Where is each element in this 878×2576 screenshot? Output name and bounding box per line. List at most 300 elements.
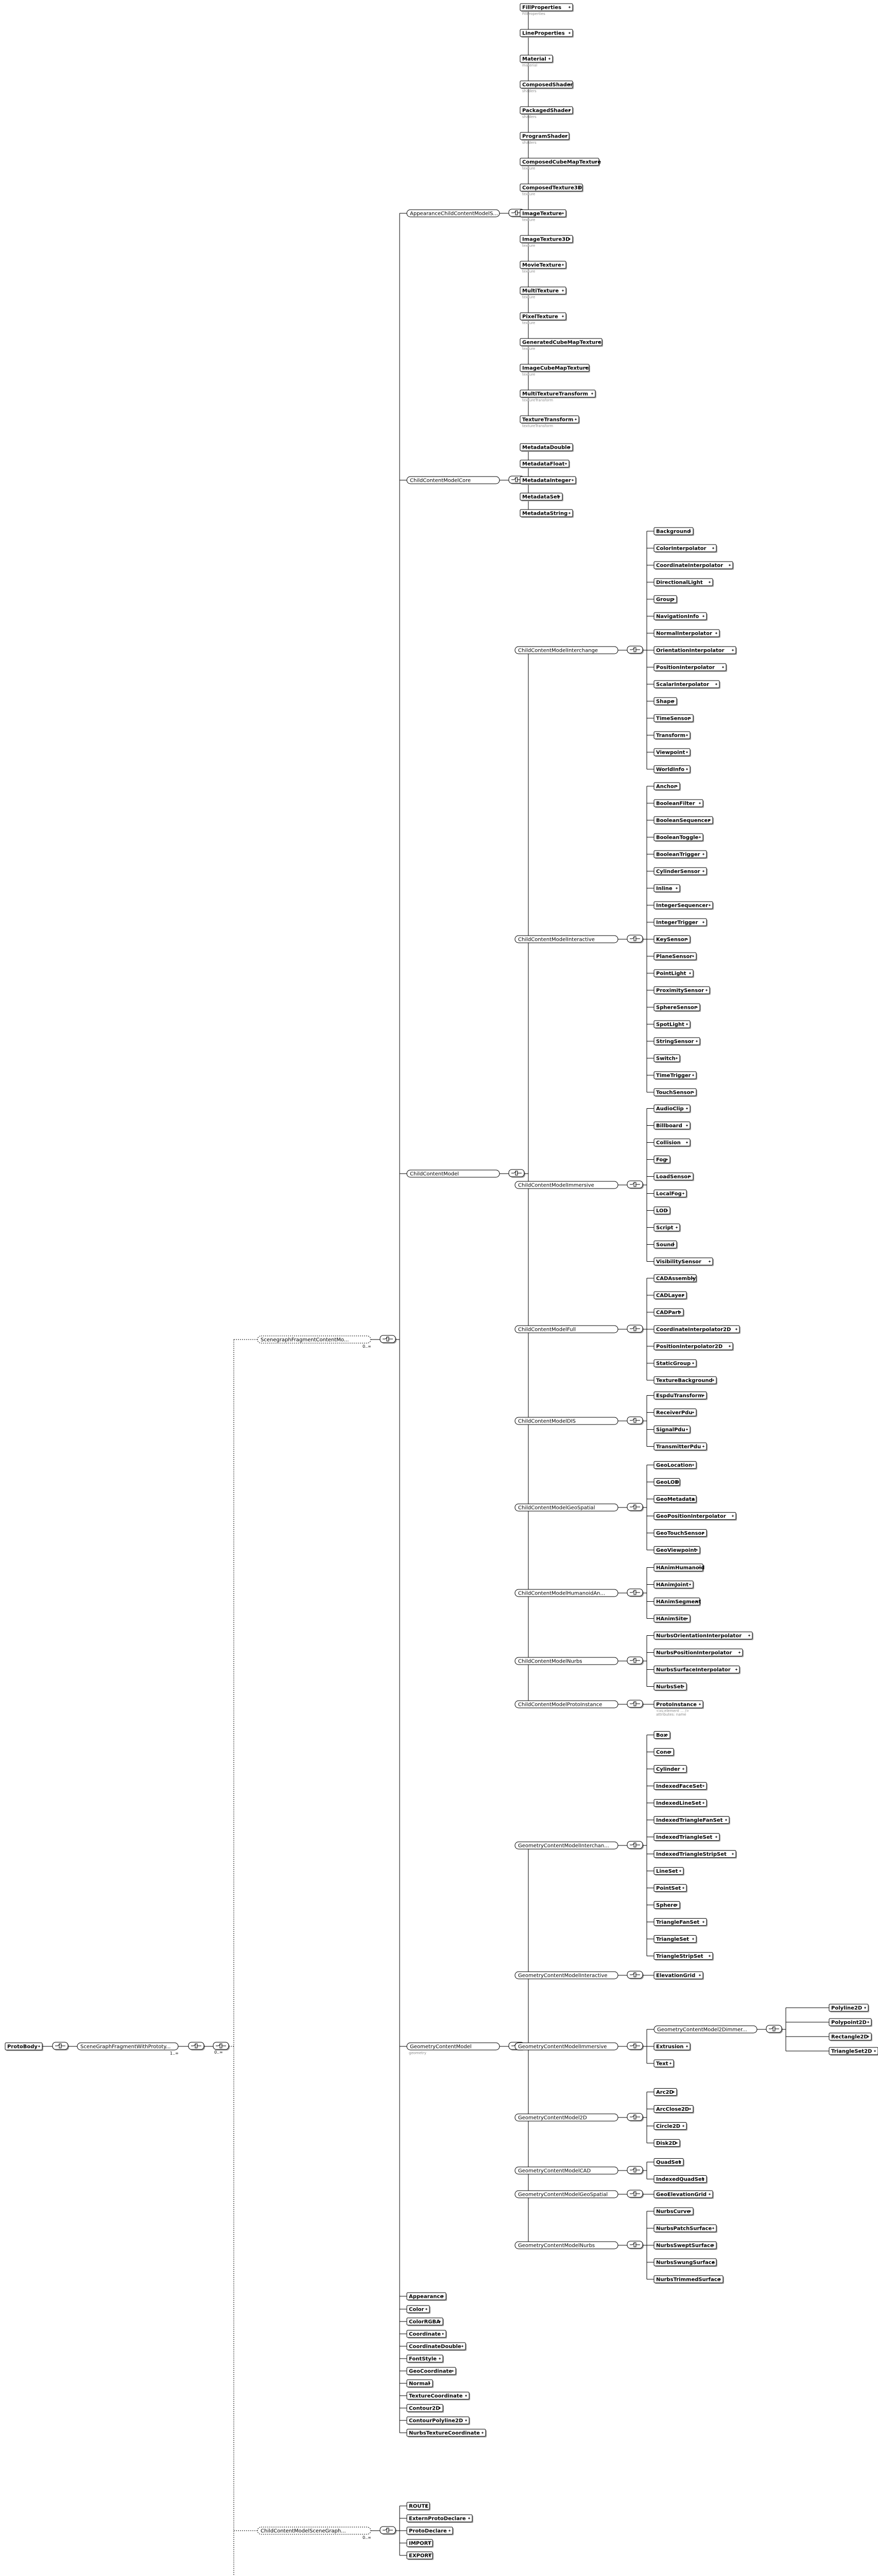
- compositor-box: [188, 2042, 204, 2049]
- element-annotation: FillProperties: [522, 12, 545, 16]
- element-hanimsite[interactable]: [654, 1615, 691, 1623]
- group-geometrycontentmodelgeospatial[interactable]: [515, 2191, 618, 2198]
- element-color[interactable]: [407, 2306, 431, 2314]
- sequence-compositor[interactable]: [188, 2042, 205, 2050]
- choice-compositor[interactable]: [627, 2042, 644, 2050]
- element-positioninterpolator[interactable]: [654, 664, 727, 672]
- element-appearance[interactable]: [407, 2293, 447, 2301]
- group-childcontentmodelcore[interactable]: [407, 477, 500, 484]
- element-label: GeneratedCubeMapTexture: [522, 340, 601, 346]
- element-protoinstance[interactable]: [654, 1701, 704, 1717]
- element-label: GeoTouchSensor: [656, 1531, 704, 1536]
- element-label: IntegerTrigger: [656, 920, 698, 926]
- element-annotation: textureTransform: [522, 424, 554, 428]
- element-coordinateinterpolator2d[interactable]: [654, 1326, 741, 1334]
- choice-compositor[interactable]: [380, 1335, 397, 1344]
- element-label: Contour2D: [409, 2405, 440, 2412]
- element-label: BooleanTrigger: [656, 852, 700, 858]
- element-label: GeoLOD: [656, 1480, 679, 1485]
- element-label: SphereSensor: [656, 1005, 697, 1011]
- element-label: IndexedTriangleSet: [656, 1835, 713, 1840]
- element-label: ComposedTexture3D: [522, 185, 582, 191]
- element-indexedtriangleset[interactable]: [654, 1834, 720, 1842]
- element-metadatadouble[interactable]: [520, 444, 574, 452]
- sequence-compositor[interactable]: [53, 2042, 69, 2050]
- choice-compositor[interactable]: [627, 1841, 644, 1850]
- group-geometrycontentmodel2d[interactable]: [515, 2114, 618, 2121]
- element-pointset[interactable]: [654, 1885, 687, 1893]
- group-childcontentmodelhumanoidan[interactable]: [515, 1589, 618, 1597]
- element-geolod[interactable]: [654, 1479, 681, 1487]
- choice-compositor[interactable]: [627, 2113, 644, 2122]
- element-planesensor[interactable]: [654, 953, 697, 961]
- choice-compositor[interactable]: [627, 935, 644, 943]
- element-quadset[interactable]: [654, 2159, 684, 2167]
- group-label: GeometryContentModelInterchan...: [518, 1843, 609, 1849]
- group-label: GeometryContentModel: [410, 2044, 472, 2050]
- element-label: LineSet: [656, 1869, 678, 1874]
- choice-compositor[interactable]: [766, 2025, 783, 2033]
- element-label: CADAssembly: [656, 1276, 696, 1282]
- element-polypoint2d[interactable]: [829, 2019, 872, 2027]
- element-material[interactable]: [520, 55, 554, 67]
- group-label: GeometryContentModel2Dimmer...: [657, 2027, 747, 2033]
- element-disk2d[interactable]: [654, 2140, 681, 2148]
- element-billboard[interactable]: [654, 1122, 691, 1130]
- element-texturebackground[interactable]: [654, 1377, 717, 1385]
- element-label: NurbsPatchSurface: [656, 2226, 712, 2232]
- element-collision[interactable]: [654, 1139, 691, 1147]
- element-trianglefanset[interactable]: [654, 1919, 708, 1927]
- element-contourpolyline2d[interactable]: [407, 2417, 470, 2425]
- group-annotation: geometry: [409, 2051, 426, 2055]
- choice-compositor[interactable]: [627, 1657, 644, 1665]
- element-label: EXPORT: [409, 2553, 432, 2559]
- element-label: FontStyle: [409, 2356, 437, 2362]
- element-fontstyle[interactable]: [407, 2355, 444, 2363]
- element-transmitterpdu[interactable]: [654, 1443, 708, 1451]
- element-programshader[interactable]: [520, 132, 570, 145]
- element-texturecoordinate[interactable]: [407, 2392, 470, 2400]
- element-keysensor[interactable]: [654, 936, 691, 944]
- element-nurbspositioninterpolator[interactable]: [654, 1649, 744, 1657]
- element-label: Text: [656, 2061, 668, 2067]
- element-rectangle2d[interactable]: [829, 2033, 872, 2041]
- element-geotouchsensor[interactable]: [654, 1530, 708, 1538]
- element-label: NurbsOrientationInterpolator: [656, 1633, 742, 1639]
- element-normalinterpolator[interactable]: [654, 630, 720, 638]
- element-label: TimeTrigger: [656, 1073, 691, 1079]
- element-booleantrigger[interactable]: [654, 851, 708, 859]
- choice-compositor[interactable]: [627, 1417, 644, 1425]
- group-label: SceneGraphFragmentWithPrototy...: [80, 2044, 171, 2050]
- element-scalarinterpolator[interactable]: [654, 681, 720, 689]
- element-composedshader[interactable]: [520, 81, 574, 93]
- element-label: NurbsTextureCoordinate: [409, 2430, 480, 2436]
- element-label: GeoPositionInterpolator: [656, 1514, 726, 1519]
- element-metadatainteger[interactable]: [520, 477, 577, 485]
- element-booleansequencer[interactable]: [654, 817, 714, 825]
- group-appearancechildcontentmodels[interactable]: [407, 210, 500, 217]
- element-multitexture[interactable]: [520, 287, 567, 299]
- choice-compositor[interactable]: [380, 2527, 397, 2535]
- choice-compositor[interactable]: [627, 1971, 644, 1979]
- element-import[interactable]: [407, 2539, 434, 2548]
- element-label: PackagedShader: [522, 108, 571, 114]
- choice-compositor[interactable]: [627, 1589, 644, 1597]
- element-nurbscurve[interactable]: [654, 2208, 694, 2216]
- group-geometrycontentmodelcad[interactable]: [515, 2167, 618, 2174]
- compositor-box: [627, 1700, 643, 1707]
- element-label: TriangleFanSet: [656, 1920, 700, 1925]
- element-receiverpdu[interactable]: [654, 1409, 697, 1417]
- element-label: ProgramShader: [522, 133, 568, 140]
- element-label: MetadataFloat: [522, 461, 565, 467]
- choice-compositor[interactable]: [627, 1700, 644, 1708]
- element-label: AudioClip: [656, 1106, 684, 1112]
- element-colorrgba[interactable]: [407, 2318, 444, 2326]
- element-annotation: texture: [522, 192, 536, 196]
- group-label: ScenegraphFragmentContentMo...: [261, 1337, 349, 1343]
- element-metadatastring[interactable]: [520, 510, 574, 518]
- element-triangleset[interactable]: [654, 1936, 697, 1944]
- element-label: ComposedCubeMapTexture: [522, 159, 601, 165]
- element-multitexturetransform[interactable]: [520, 390, 596, 402]
- element-shape[interactable]: [654, 698, 678, 706]
- element-hanimjoint[interactable]: [654, 1581, 694, 1589]
- element-coordinate[interactable]: [407, 2330, 447, 2338]
- element-metadatafloat[interactable]: [520, 460, 570, 468]
- element-spheresensor[interactable]: [654, 1004, 701, 1012]
- element-label: OrientationInterpolator: [656, 648, 725, 654]
- element-cone[interactable]: [654, 1749, 675, 1757]
- element-annotation: texture: [522, 166, 536, 171]
- element-spotlight[interactable]: [654, 1021, 691, 1029]
- element-annotation: texture: [522, 269, 536, 274]
- element-indexedquadset[interactable]: [654, 2176, 708, 2184]
- element-route[interactable]: [407, 2502, 431, 2511]
- element-label: ProtoBody: [7, 2044, 38, 2050]
- element-trianglestripset[interactable]: [654, 1953, 714, 1961]
- group-geometrycontentmodelimmersive[interactable]: [515, 2043, 618, 2050]
- element-protobody[interactable]: [5, 2043, 43, 2051]
- element-orientationinterpolator[interactable]: [654, 647, 737, 655]
- group-childcontentmodelscenegraph[interactable]: [257, 2527, 371, 2540]
- element-annotation: texture: [522, 347, 536, 351]
- element-colorinterpolator[interactable]: [654, 545, 717, 553]
- element-geoelevationgrid[interactable]: [654, 2191, 714, 2199]
- element-label: TextureCoordinate: [409, 2393, 463, 2399]
- element-polyline2d[interactable]: [829, 2004, 869, 2012]
- element-arc2d[interactable]: [654, 2089, 678, 2097]
- element-export[interactable]: [407, 2552, 434, 2560]
- choice-compositor[interactable]: [627, 1503, 644, 1512]
- compositor-box: [627, 2241, 643, 2248]
- element-label: ColorInterpolator: [656, 546, 707, 552]
- element-imagecubemaptexture[interactable]: [520, 364, 590, 377]
- element-label: StaticGroup: [656, 1361, 691, 1367]
- compositor-box: [627, 2042, 643, 2049]
- element-extrusion[interactable]: [654, 2043, 691, 2051]
- element-label: ScalarInterpolator: [656, 682, 710, 688]
- compositor-box: [627, 1503, 643, 1511]
- group-childcontentmodelimmersive[interactable]: [515, 1181, 618, 1189]
- element-signalpdu[interactable]: [654, 1426, 691, 1434]
- element-script[interactable]: [654, 1224, 681, 1232]
- element-proximitysensor[interactable]: [654, 987, 711, 995]
- element-label: ImageTexture3D: [522, 236, 570, 243]
- compositor-box: [766, 2025, 782, 2032]
- element-cadassembly[interactable]: [654, 1275, 697, 1283]
- element-triangleset2d[interactable]: [829, 2047, 878, 2056]
- element-pixeltexture[interactable]: [520, 313, 567, 325]
- element-label: Script: [656, 1225, 674, 1231]
- element-audioclip[interactable]: [654, 1105, 691, 1113]
- element-lineproperties[interactable]: [520, 29, 574, 38]
- group-label: GeometryContentModelInteractive: [518, 1973, 608, 1979]
- element-cylindersensor[interactable]: [654, 868, 708, 876]
- element-label: IndexedLineSet: [656, 1801, 701, 1806]
- element-composedcubemaptexture[interactable]: [520, 158, 601, 171]
- element-label: TextureBackground: [656, 1378, 713, 1384]
- element-staticgroup[interactable]: [654, 1360, 697, 1368]
- choice-compositor[interactable]: [627, 1325, 644, 1333]
- element-espdutransform[interactable]: [654, 1392, 708, 1400]
- element-label: MultiTexture: [522, 288, 559, 294]
- element-navigationinfo[interactable]: [654, 613, 708, 621]
- element-imagetexture3d[interactable]: [520, 235, 574, 248]
- compositor-box: [627, 1657, 643, 1664]
- element-imagetexture[interactable]: [520, 210, 567, 222]
- element-label: GeoLocation: [656, 1463, 692, 1468]
- element-label: ElevationGrid: [656, 1973, 696, 1979]
- element-label: PositionInterpolator: [656, 665, 715, 671]
- element-label: GeoElevationGrid: [656, 2192, 707, 2198]
- choice-compositor[interactable]: [627, 1181, 644, 1189]
- element-lineset[interactable]: [654, 1868, 684, 1876]
- element-label: FillProperties: [522, 5, 562, 11]
- element-label: Polypoint2D: [831, 2020, 867, 2026]
- compositor-box: [627, 2113, 643, 2121]
- element-circle2d[interactable]: [654, 2123, 687, 2131]
- element-fillproperties[interactable]: [520, 4, 574, 16]
- element-coordinatedouble[interactable]: [407, 2343, 467, 2351]
- element-metadataset[interactable]: [520, 493, 563, 501]
- element-label: TransmitterPdu: [656, 1444, 701, 1450]
- element-label: ContourPolyline2D: [409, 2418, 463, 2424]
- element-label: Viewpoint: [656, 750, 685, 756]
- element-label: Polyline2D: [831, 2005, 863, 2011]
- group-scenegraphfragmentcontentmo[interactable]: [257, 1336, 371, 1349]
- element-anchor[interactable]: [654, 783, 681, 791]
- choice-compositor[interactable]: [213, 2042, 230, 2055]
- element-label: MetadataSet: [522, 494, 560, 500]
- element-label: WorldInfo: [656, 767, 685, 773]
- group-label: ChildContentModelProtoInstance: [518, 1702, 602, 1708]
- element-movietexture[interactable]: [520, 261, 567, 274]
- element-cylinder[interactable]: [654, 1766, 687, 1774]
- group-childcontentmodelinterchange[interactable]: [515, 647, 618, 654]
- element-label: NormalInterpolator: [656, 631, 712, 637]
- element-timetrigger[interactable]: [654, 1072, 697, 1080]
- element-timesensor[interactable]: [654, 715, 694, 723]
- choice-compositor[interactable]: [627, 2166, 644, 2175]
- element-label: CoordinateDouble: [409, 2344, 461, 2350]
- element-label: ProximitySensor: [656, 988, 704, 994]
- element-label: PointSet: [656, 1886, 681, 1891]
- element-geocoordinate[interactable]: [407, 2367, 457, 2376]
- choice-compositor[interactable]: [627, 2241, 644, 2249]
- element-geopositioninterpolator[interactable]: [654, 1513, 737, 1521]
- element-label: PositionInterpolator2D: [656, 1344, 723, 1350]
- element-arcclose2d[interactable]: [654, 2106, 694, 2114]
- element-label: CoordinateInterpolator2D: [656, 1327, 731, 1333]
- element-integertrigger[interactable]: [654, 919, 708, 927]
- element-geolocation[interactable]: [654, 1462, 697, 1470]
- element-stringsensor[interactable]: [654, 1038, 701, 1046]
- element-label: ROUTE: [409, 2503, 428, 2510]
- choice-compositor[interactable]: [627, 2190, 644, 2198]
- element-label: LOD: [656, 1208, 668, 1214]
- element-label: TouchSensor: [656, 1090, 693, 1096]
- group-label: GeometryContentModelNurbs: [518, 2243, 595, 2249]
- element-nurbssweptsurface[interactable]: [654, 2242, 717, 2250]
- element-switch[interactable]: [654, 1055, 681, 1063]
- element-elevationgrid[interactable]: [654, 1972, 704, 1980]
- group-label: ChildContentModelNurbs: [518, 1658, 582, 1665]
- element-label: DirectionalLight: [656, 580, 703, 586]
- element-texturetransform[interactable]: [520, 416, 580, 428]
- element-label: NurbsCurve: [656, 2209, 691, 2215]
- element-pointlight[interactable]: [654, 970, 694, 978]
- element-generatedcubemaptexture[interactable]: [520, 338, 603, 351]
- element-group[interactable]: [654, 596, 678, 604]
- element-worldinfo[interactable]: [654, 766, 691, 774]
- element-geometadata[interactable]: [654, 1496, 697, 1504]
- group-label: GeometryContentModelCAD: [518, 2168, 591, 2174]
- element-label: IndexedTriangleFanSet: [656, 1818, 723, 1823]
- element-hanimsegment[interactable]: [654, 1598, 701, 1606]
- element-label: Material: [522, 56, 546, 62]
- element-protodeclare[interactable]: [407, 2527, 454, 2535]
- element-nurbstrimmedsurface[interactable]: [654, 2276, 724, 2284]
- element-hanimhumanoid[interactable]: [654, 1564, 704, 1572]
- element-indexedlineset[interactable]: [654, 1800, 708, 1808]
- occurrence-label: 1..∞: [170, 2051, 179, 2056]
- element-nurbstexturecoordinate[interactable]: [407, 2429, 487, 2437]
- element-booleanfilter[interactable]: [654, 800, 704, 808]
- element-inline[interactable]: [654, 885, 681, 893]
- element-booleantoggle[interactable]: [654, 834, 704, 842]
- group-geometrycontentmodel[interactable]: [407, 2043, 500, 2055]
- group-childcontentmodelnurbs[interactable]: [515, 1657, 618, 1665]
- element-box[interactable]: [654, 1732, 671, 1740]
- element-localfog[interactable]: [654, 1190, 687, 1198]
- element-viewpoint[interactable]: [654, 749, 691, 757]
- group-label: ChildContentModelInteractive: [518, 937, 595, 943]
- group-childcontentmodelgeospatial[interactable]: [515, 1504, 618, 1511]
- element-label: NurbsSweptSurface: [656, 2243, 714, 2249]
- element-externprotodeclare[interactable]: [407, 2515, 473, 2523]
- group-label: ChildContentModelSceneGraph...: [261, 2528, 346, 2534]
- group-scenegraphfragmentwithprototy[interactable]: [77, 2043, 179, 2056]
- element-cadpart[interactable]: [654, 1309, 684, 1317]
- element-lod[interactable]: [654, 1207, 671, 1215]
- group-geometrycontentmodelinteractive[interactable]: [515, 1972, 618, 1979]
- element-label: Normal: [409, 2381, 430, 2387]
- element-label: MetadataInteger: [522, 478, 571, 484]
- element-label: CoordinateInterpolator: [656, 563, 724, 569]
- group-childcontentmodelprotoinstance[interactable]: [515, 1701, 618, 1708]
- element-touchsensor[interactable]: [654, 1089, 697, 1097]
- element-nurbspatchsurface[interactable]: [654, 2225, 717, 2233]
- element-sphere[interactable]: [654, 1902, 681, 1910]
- element-sound[interactable]: [654, 1241, 678, 1249]
- element-label: ProtoDeclare: [409, 2528, 447, 2534]
- element-indexedtrianglefanset[interactable]: [654, 1817, 730, 1825]
- group-label: GeometryContentModelImmersive: [518, 2044, 607, 2050]
- element-label: Cone: [656, 1750, 671, 1755]
- element-integersequencer[interactable]: [654, 902, 714, 910]
- element-label: Sphere: [656, 1903, 677, 1908]
- element-indexedtrianglestripset[interactable]: [654, 1851, 737, 1859]
- element-geoviewpoint[interactable]: [654, 1547, 701, 1555]
- element-label: QuadSet: [656, 2160, 681, 2165]
- element-directionallight[interactable]: [654, 579, 714, 587]
- element-label: Group: [656, 597, 674, 603]
- element-coordinateinterpolator[interactable]: [654, 562, 734, 570]
- element-nurbssurfaceinterpolator[interactable]: [654, 1666, 741, 1674]
- element-nurbsset[interactable]: [654, 1683, 687, 1691]
- group-childcontentmodel[interactable]: [407, 1170, 500, 1177]
- element-packagedshader[interactable]: [520, 107, 574, 119]
- element-label: GeoCoordinate: [409, 2368, 452, 2375]
- element-nurbsorientationinterpolator[interactable]: [654, 1632, 753, 1640]
- group-geometrycontentmodel2dimmer[interactable]: [654, 2026, 757, 2033]
- element-positioninterpolator2d[interactable]: [654, 1343, 734, 1351]
- group-childcontentmodeldis[interactable]: [515, 1417, 618, 1425]
- element-label: Inline: [656, 886, 673, 892]
- choice-compositor[interactable]: [509, 1170, 525, 1178]
- element-label: Box: [656, 1733, 667, 1738]
- group-childcontentmodelinteractive[interactable]: [515, 936, 618, 943]
- element-visibilitysensor[interactable]: [654, 1258, 714, 1266]
- element-annotation: texture: [522, 218, 536, 222]
- element-indexedfaceset[interactable]: [654, 1783, 708, 1791]
- choice-compositor[interactable]: [627, 646, 644, 654]
- element-loadsensor[interactable]: [654, 1173, 694, 1181]
- element-nurbsswungsurface[interactable]: [654, 2259, 717, 2267]
- element-composedtexture3d[interactable]: [520, 184, 583, 196]
- element-normal[interactable]: [407, 2380, 434, 2388]
- element-label: Switch: [656, 1056, 676, 1062]
- element-label: GeoViewpoint: [656, 1548, 697, 1553]
- compositor-box: [627, 935, 643, 942]
- element-cadlayer[interactable]: [654, 1292, 687, 1300]
- compositor-box: [213, 2042, 229, 2049]
- element-text[interactable]: [654, 2060, 675, 2068]
- element-annotation: shaders: [522, 115, 537, 119]
- element-transform[interactable]: [654, 732, 691, 740]
- group-geometrycontentmodelinterchan[interactable]: [515, 1842, 618, 1849]
- element-label: NurbsSet: [656, 1684, 683, 1690]
- element-label: PixelTexture: [522, 314, 558, 320]
- element-fog[interactable]: [654, 1156, 671, 1164]
- element-contour2d[interactable]: [407, 2404, 444, 2413]
- group-childcontentmodelfull[interactable]: [515, 1326, 618, 1333]
- group-geometrycontentmodelnurbs[interactable]: [515, 2242, 618, 2249]
- element-background[interactable]: [654, 528, 694, 536]
